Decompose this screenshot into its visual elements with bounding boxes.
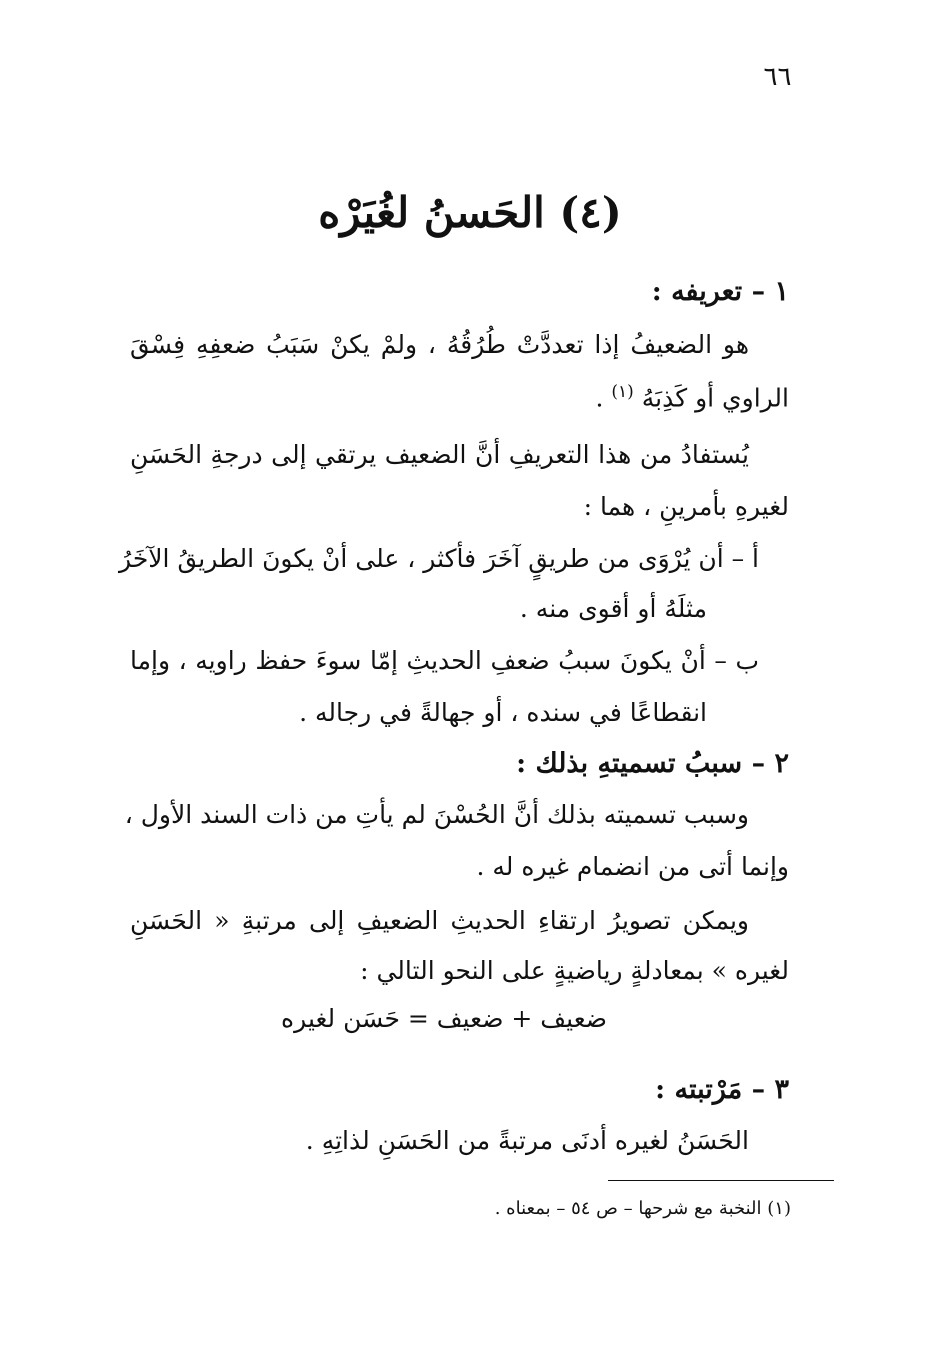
footnote: (١) النخبة مع شرحها – ص ٥٤ – بمعناه .: [494, 1198, 791, 1219]
definition-line-2: [595, 382, 789, 412]
definition-line-1: هو الضعيفُ إذا تعددَّتْ طُرُقُهُ ، ولمْ يكنْ سَبَبُ ضعفِهِ فِسْقَ: [130, 330, 749, 359]
section-2-line-3: ويمكن تصويرُ ارتقاءِ الحديثِ الضعيفِ إلى مرتبةِ « الحَسَنِ: [130, 906, 749, 935]
item-a-line-1: أ – أن يُرْوَى من طريقٍ آخَرَ فأكثر ، على أنْ يكونَ الطريقُ الآخَرُ: [119, 544, 759, 573]
footnote-ref: (١): [611, 382, 634, 402]
definition-line-2-end: .: [595, 383, 604, 413]
chapter-title: (٤) الحَسنُ لغُيَرْه: [318, 188, 622, 237]
page-number: ٦٦: [763, 62, 792, 92]
paragraph-line-1: يُستفادُ من هذا التعريفِ أنَّ الضعيف يرتقي إلى درجةِ الحَسَنِ: [130, 440, 749, 469]
section-2-line-1: وسبب تسميته بذلك أنَّ الحُسْنَ لم يأتِ من ذات السند الأول ،: [124, 800, 749, 829]
item-b-line-1: ب – أنْ يكونَ سببُ ضعفِ الحديثِ إمّا سوءَ حفظ راويه ، وإما: [130, 646, 759, 675]
footnote-rule: [608, 1180, 834, 1181]
section-2-heading: ٢ – سببُ تسميتهِ بذلك :: [516, 748, 789, 779]
definition-line-2-text: الراوي أو كَذِبَهُ: [641, 383, 789, 413]
section-2-line-4: لغيره » بمعادلةٍ رياضيةٍ على النحو التالي :: [360, 956, 789, 985]
paragraph-line-2: لغيرهِ بأمرينِ ، هما :: [583, 492, 789, 521]
item-a-line-2: مثلَهُ أو أقوى منه .: [519, 594, 707, 623]
section-3-line-1: الحَسَنُ لغيره أدنَى مرتبةً من الحَسَنِ لذاتِهِ .: [305, 1126, 749, 1155]
section-2-line-2: وإنما أتى من انضمام غيره له .: [476, 852, 789, 881]
section-1-heading: ١ – تعريفه :: [651, 276, 789, 307]
section-3-heading: ٣ – مَرْتبته :: [655, 1074, 789, 1105]
item-b-line-2: انقطاعًا في سنده ، أو جهالةً في رجاله .: [299, 698, 707, 727]
equation: ضعيف + ضعيف = حَسَن لغيره: [281, 1004, 607, 1033]
